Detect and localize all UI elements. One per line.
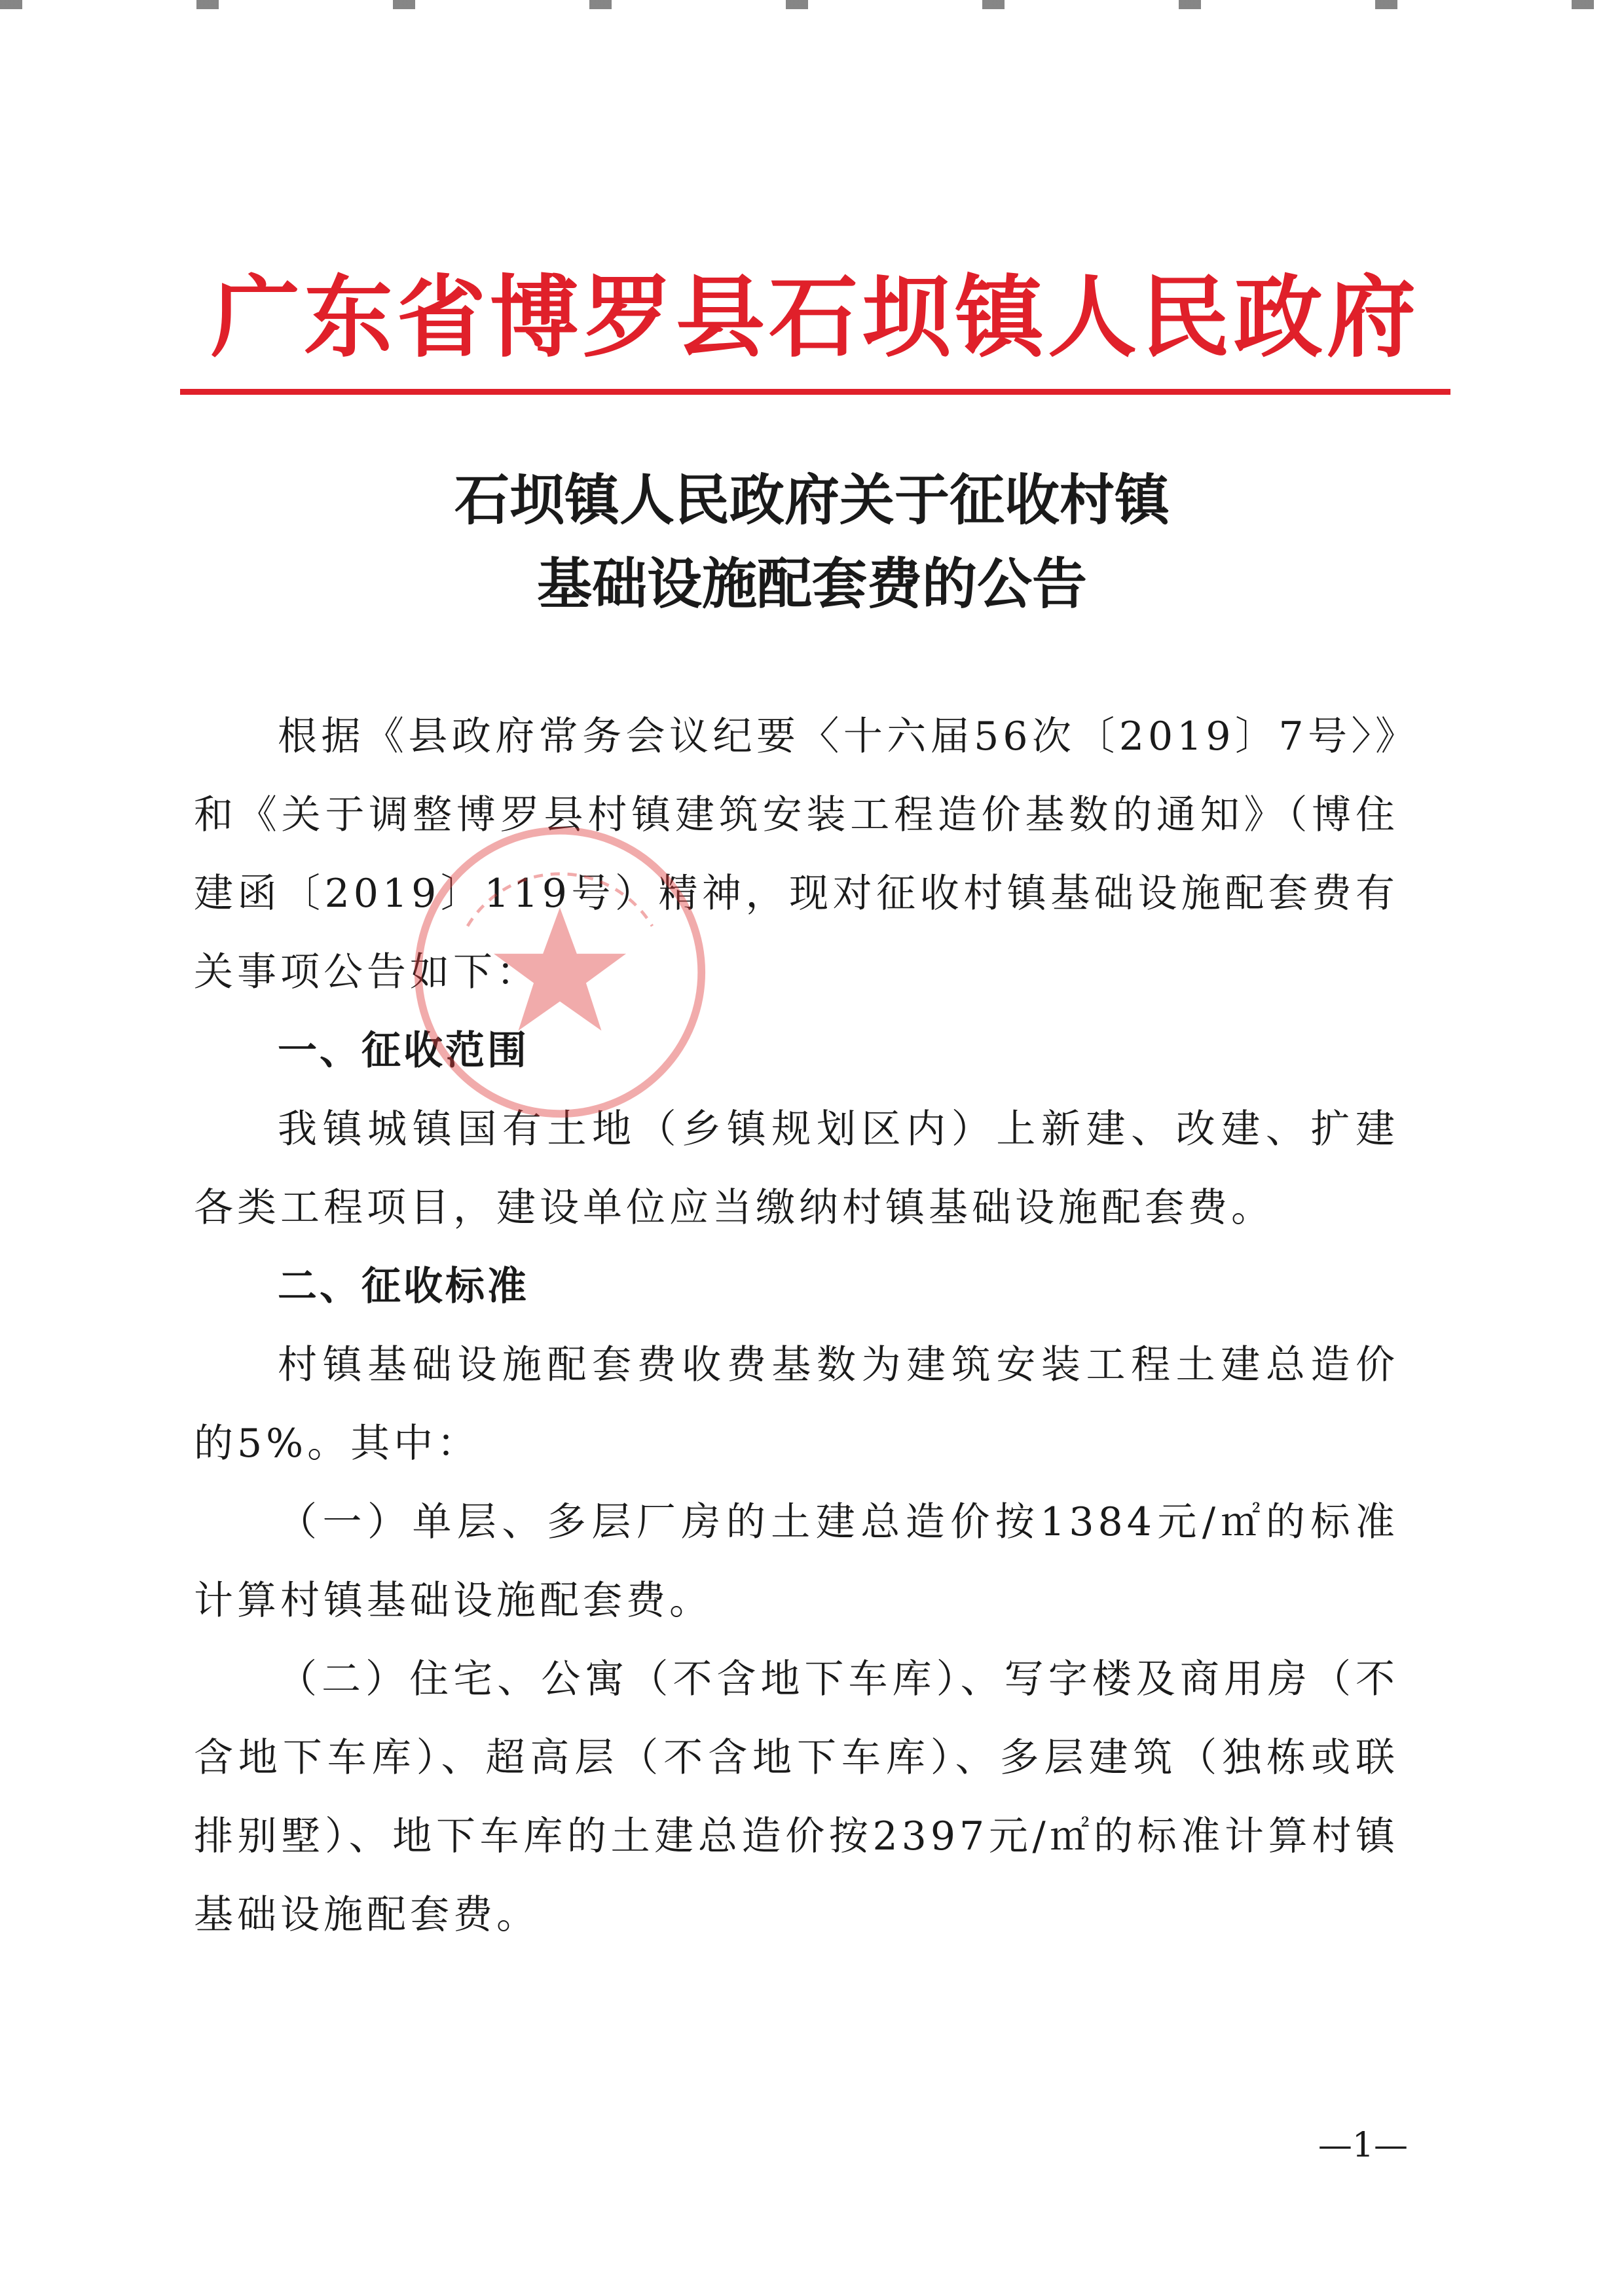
section-1-heading: 一、征收范围 <box>278 1028 529 1074</box>
title-line-2: 基础设施配套费的公告 <box>536 551 1087 616</box>
section-2-paragraph: 村镇基础设施配套费收费基数为建筑安装工程土建总造价的5%。其中： <box>194 1342 1399 1467</box>
item-2-paragraph: （二）住宅、公寓（不含地下车库）、写字楼及商用房（不含地下车库）、超高层（不含地下车库）、多层建筑（独栋或联排别墅）、地下车库的土建总造价按2397元/㎡的标准计算村镇基础设施配套费。 <box>194 1656 1399 1938</box>
masthead-red-rule <box>180 389 1450 395</box>
scan-edge-artifact <box>0 0 1624 9</box>
masthead: 广东省博罗县石坝镇人民政府 <box>211 265 1420 370</box>
intro-paragraph: 根据《县政府常务会议纪要〈十六届56次〔2019〕7号〉》和《关于调整博罗县村镇建筑安装工程造价基数的通知》（博住建函〔2019〕119号）精神，现对征收村镇基础设施配套费有关事项公告如下： <box>194 714 1399 995</box>
section-2-heading: 二、征收标准 <box>278 1264 529 1309</box>
title-line-1: 石坝镇人民政府关于征收村镇 <box>454 467 1170 532</box>
section-1-paragraph: 我镇城镇国有土地（乡镇规划区内）上新建、改建、扩建各类工程项目，建设单位应当缴纳村镇基础设施配套费。 <box>194 1106 1399 1231</box>
item-1-paragraph: （一）单层、多层厂房的土建总造价按1384元/㎡的标准计算村镇基础设施配套费。 <box>194 1499 1399 1624</box>
document-title <box>196 458 1428 626</box>
document-body <box>194 697 1399 1954</box>
page-number: —1— <box>1318 2126 1408 2165</box>
